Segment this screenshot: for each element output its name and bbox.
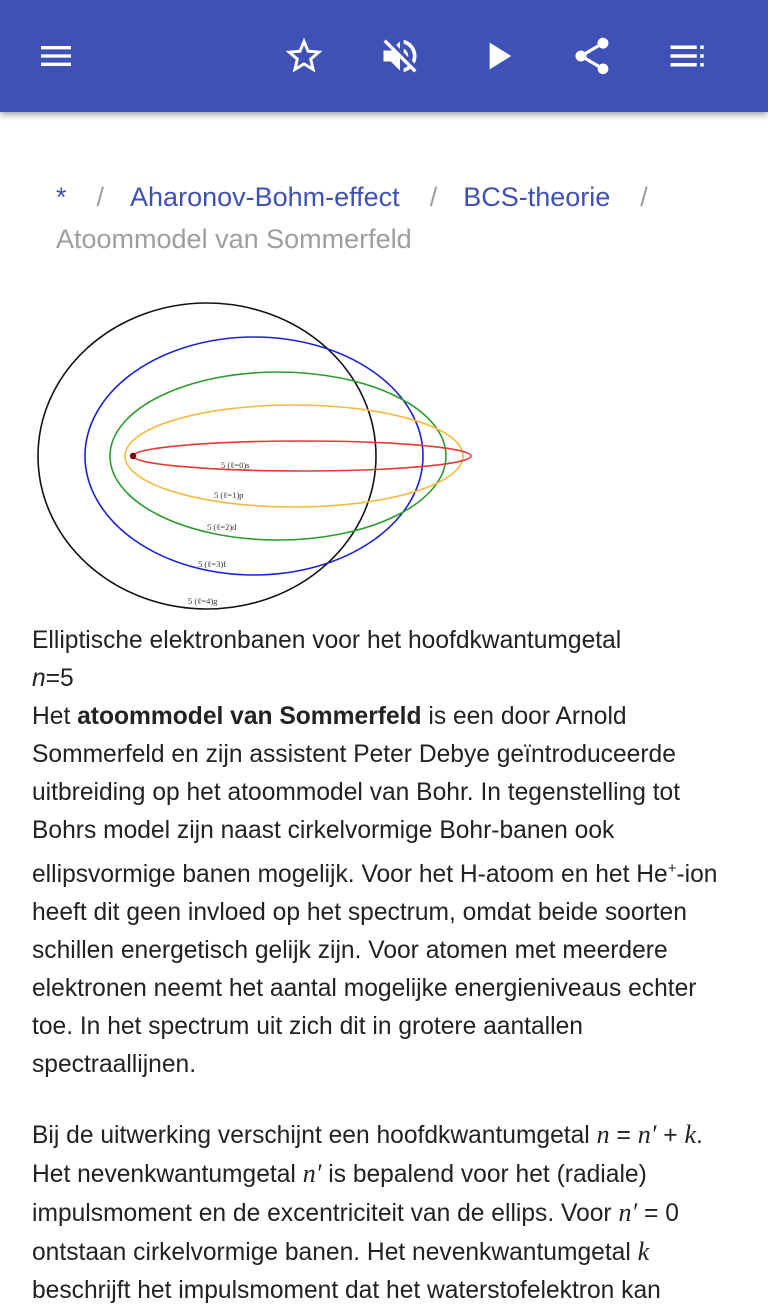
orbit-label-p: 5 (ℓ=1)p bbox=[214, 490, 244, 500]
nucleus bbox=[130, 453, 136, 459]
breadcrumb-item-bcs-theorie[interactable]: BCS-theorie bbox=[463, 182, 611, 212]
orbit-p bbox=[125, 405, 463, 507]
hamburger-icon bbox=[36, 36, 76, 76]
menu-button[interactable] bbox=[24, 24, 88, 88]
orbit-diagram bbox=[32, 296, 480, 612]
breadcrumb-current: Atoommodel van Sommerfeld bbox=[56, 224, 412, 254]
paragraph-intro: Het atoommodel van Sommerfeld is een door Arnold Sommerfeld en zijn assistent Peter Debye geïntroduceerde uitbreiding op het atoommodel van Bohr. In tegenstelling tot Bohrs model zijn naast cirkelvormige Bohr-banen ook ellipsvormige banen mogelijk. Voor het H-atoom en het He+-ion heeft dit geen invloed op het spectrum, omdat beide soorten schillen energetisch gelijk zijn. Voor atomen met meerdere elektronen neemt het aantal mogelijke energieniveaus echter toe. In het spectrum uit zich dit in grotere aantallen spectraallijnen. bbox=[32, 703, 718, 1079]
article-body bbox=[32, 622, 732, 1310]
orbit-label-g: 5 (ℓ=4)g bbox=[188, 596, 218, 606]
orbit-label-d: 5 (ℓ=2)d bbox=[207, 522, 237, 532]
paragraph-quantum-numbers: Bij de uitwerking verschijnt een hoofdkwantumgetal n = n′ + k. Het nevenkwantumgetal n′ is bepalend voor het (radiale) impulsmoment en de excentriciteit van de ellips. Voor n′ = 0 ontstaan cirkelvormige banen. Het nevenkwantumgetal k beschrijft het impulsmoment dat het waterstofelektron kan bbox=[32, 1120, 703, 1305]
breadcrumb-separator: / bbox=[640, 182, 648, 212]
breadcrumb-separator: / bbox=[429, 182, 438, 212]
playlist-icon bbox=[667, 35, 709, 77]
breadcrumb-item-aharonov-bohm[interactable]: Aharonov-Bohm-effect bbox=[130, 182, 400, 212]
article-term: atoommodel van Sommerfeld bbox=[77, 703, 422, 730]
figure-caption: Elliptische elektronbanen voor het hoofdkwantumgetal n=5 bbox=[32, 627, 622, 692]
breadcrumb-item-home[interactable]: * bbox=[56, 182, 67, 212]
volume-off-icon bbox=[378, 34, 422, 78]
play-button[interactable] bbox=[466, 24, 530, 88]
orbit-label-f: 5 (ℓ=3)f bbox=[198, 559, 226, 569]
mute-button[interactable] bbox=[368, 24, 432, 88]
more-button[interactable] bbox=[656, 24, 720, 88]
favorite-button[interactable] bbox=[272, 24, 336, 88]
star-outline-icon bbox=[282, 34, 326, 78]
share-button[interactable] bbox=[560, 24, 624, 88]
breadcrumb bbox=[56, 176, 736, 260]
breadcrumb-separator: / bbox=[96, 182, 105, 212]
orbit-d bbox=[110, 372, 446, 540]
orbit-label-s: 5 (ℓ=0)s bbox=[221, 460, 250, 470]
share-icon bbox=[570, 34, 614, 78]
play-icon bbox=[478, 36, 518, 76]
orbit-s bbox=[133, 441, 471, 471]
app-toolbar bbox=[0, 0, 768, 112]
